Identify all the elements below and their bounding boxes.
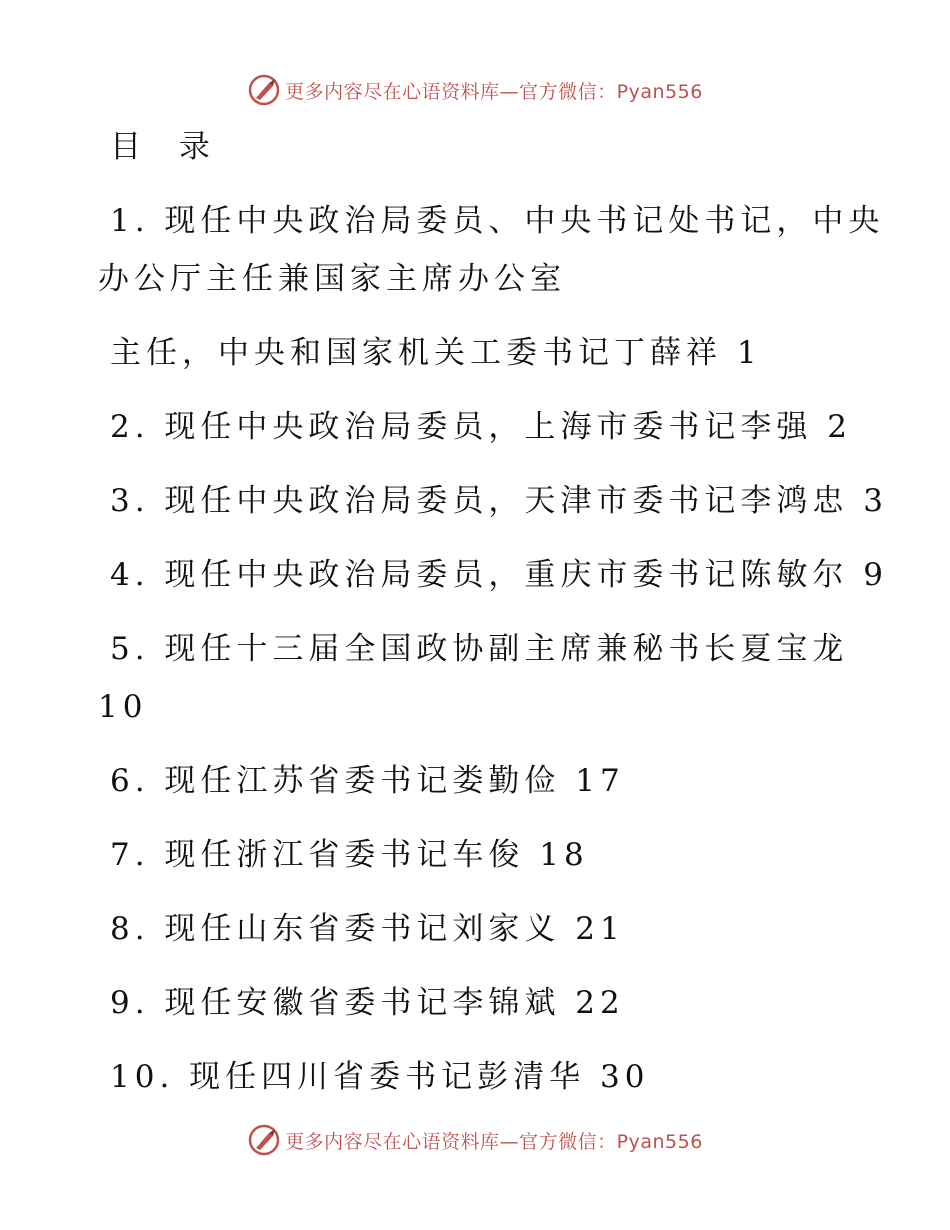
toc-entry[interactable]: 3. 现任中央政治局委员，天津市委书记李鸿忠 3	[110, 483, 889, 519]
toc-entry-continuation[interactable]: 办公厅主任兼国家主席办公室	[98, 261, 566, 297]
header-watermark	[0, 68, 950, 112]
toc-entry[interactable]: 9. 现任安徽省委书记李锦斌 22	[110, 985, 625, 1021]
toc-entry[interactable]: 6. 现任江苏省委书记娄勤俭 17	[110, 763, 625, 799]
toc-entry[interactable]: 7. 现任浙江省委书记车俊 18	[110, 837, 589, 873]
quill-pen-logo-icon	[247, 1123, 281, 1157]
footer-watermark	[0, 1118, 950, 1162]
watermark-text: 更多内容尽在心语资料库—官方微信：Pyan556	[285, 1130, 703, 1153]
toc-entry-page-number[interactable]: 10	[98, 689, 148, 725]
toc-entry[interactable]: 1. 现任中央政治局委员、中央书记处书记，中央	[110, 203, 885, 239]
toc-entry[interactable]: 10. 现任四川省委书记彭清华 30	[110, 1059, 650, 1095]
toc-entry-continuation[interactable]: 主任，中央和国家机关工委书记丁薛祥 1	[110, 335, 762, 371]
toc-entry[interactable]: 5. 现任十三届全国政协副主席兼秘书长夏宝龙	[110, 631, 849, 667]
toc-entry[interactable]: 8. 现任山东省委书记刘家义 21	[110, 911, 625, 947]
toc-title: 目 录	[110, 129, 224, 165]
quill-pen-logo-icon	[247, 73, 281, 107]
toc-entry[interactable]: 4. 现任中央政治局委员，重庆市委书记陈敏尔 9	[110, 557, 889, 593]
toc-entry[interactable]: 2. 现任中央政治局委员，上海市委书记李强 2	[110, 409, 853, 445]
watermark-text: 更多内容尽在心语资料库—官方微信：Pyan556	[285, 80, 703, 103]
